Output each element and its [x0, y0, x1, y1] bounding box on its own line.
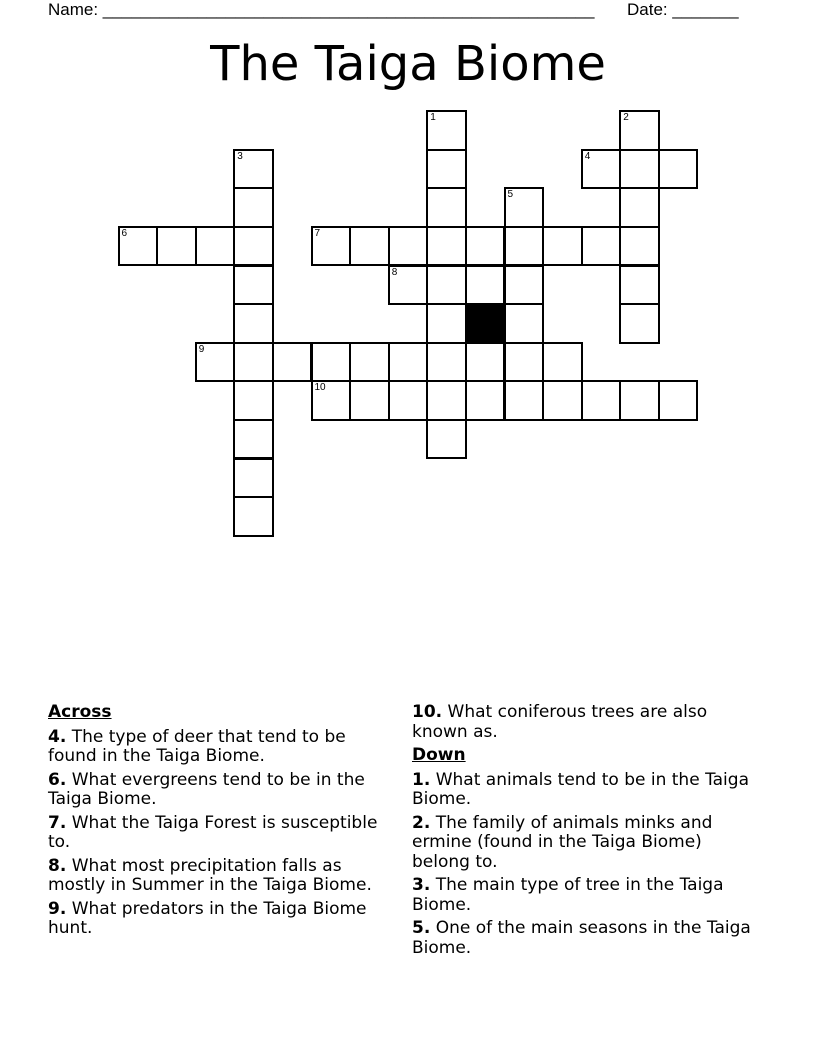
- clue-number-label: 2: [623, 112, 629, 124]
- grid-cell: [349, 380, 390, 421]
- grid-cell: [233, 496, 274, 537]
- clues-column-right: [412, 703, 757, 962]
- grid-cell: [233, 265, 274, 306]
- grid-cell: [311, 342, 352, 383]
- grid-cell: [426, 110, 467, 151]
- grid-cell: [465, 265, 506, 306]
- grid-cell: [465, 380, 506, 421]
- grid-block: [465, 303, 506, 344]
- grid-cell: [658, 149, 699, 190]
- grid-cell: [426, 149, 467, 190]
- grid-cell: [619, 303, 660, 344]
- down-clue-3: [412, 876, 757, 915]
- grid-cell: [465, 342, 506, 383]
- across-clue-8: [48, 857, 393, 896]
- grid-cell: [619, 265, 660, 306]
- clue-text: What predators in the Taiga Biome hunt.: [48, 898, 367, 938]
- grid-cell: [619, 380, 660, 421]
- grid-cell: [388, 226, 429, 267]
- clue-text: The type of deer that tend to be found in the Taiga Biome.: [48, 726, 346, 766]
- clue-number: 9.: [48, 898, 67, 919]
- date-field-label: Date: _______: [627, 0, 739, 19]
- grid-cell: [619, 110, 660, 151]
- grid-cell: [504, 342, 545, 383]
- grid-cell: [233, 149, 274, 190]
- across-clue-10: [412, 703, 757, 742]
- across-clue-7: [48, 814, 393, 853]
- clue-text: The family of animals minks and ermine (found in the Taiga Biome) belong to.: [412, 812, 713, 872]
- grid-cell: [426, 342, 467, 383]
- grid-cell: [426, 380, 467, 421]
- clue-number: 6.: [48, 769, 67, 790]
- grid-cell: [504, 187, 545, 228]
- clue-number-label: 8: [391, 266, 398, 278]
- clue-number-label: 7: [314, 227, 321, 239]
- grid-cell: [233, 419, 274, 460]
- clue-number-label: 4: [584, 150, 591, 162]
- down-heading: Down: [412, 745, 466, 765]
- grid-cell: [388, 265, 429, 306]
- clues-column-left: [48, 703, 393, 943]
- clue-number-label: 10: [314, 382, 326, 394]
- grid-cell: [233, 303, 274, 344]
- clue-text: What coniferous trees are also known as.: [412, 702, 708, 742]
- clue-number-label: 5: [507, 189, 514, 201]
- name-field-label: Name: ____________________________________________________: [48, 0, 595, 19]
- grid-cell: [426, 226, 467, 267]
- clue-text: What most precipitation falls as mostly in Summer in the Taiga Biome.: [48, 855, 372, 895]
- clue-number: 2.: [412, 812, 431, 833]
- grid-cell: [388, 380, 429, 421]
- grid-cell: [426, 265, 467, 306]
- grid-cell: [195, 226, 236, 267]
- grid-cell: [233, 342, 274, 383]
- grid-cell: [619, 187, 660, 228]
- grid-cell: [349, 342, 390, 383]
- grid-cell: [619, 226, 660, 267]
- grid-cell: [542, 342, 583, 383]
- grid-cell: [311, 226, 352, 267]
- grid-cell: [504, 303, 545, 344]
- clue-text: What evergreens tend to be in the Taiga Biome.: [48, 769, 365, 809]
- down-clue-2: [412, 814, 757, 873]
- clue-number: 8.: [48, 855, 67, 876]
- clue-number-label: 6: [121, 227, 128, 239]
- down-clue-5: [412, 919, 757, 958]
- clue-text: One of the main seasons in the Taiga Biome.: [412, 918, 751, 958]
- clue-text: The main type of tree in the Taiga Biome.: [412, 875, 724, 915]
- grid-cell: [426, 187, 467, 228]
- grid-cell: [118, 226, 159, 267]
- clue-number: 1.: [412, 769, 431, 790]
- clue-number-label: 3: [237, 150, 243, 162]
- grid-cell: [542, 226, 583, 267]
- down-clue-1: [412, 771, 757, 810]
- grid-cell: [233, 187, 274, 228]
- clue-number: 4.: [48, 726, 67, 747]
- grid-cell: [465, 226, 506, 267]
- clue-number: 7.: [48, 812, 67, 833]
- across-heading: Across: [48, 702, 112, 722]
- grid-cell: [233, 380, 274, 421]
- across-clue-6: [48, 771, 393, 810]
- grid-cell: [581, 226, 622, 267]
- clue-number-label: 9: [198, 343, 205, 355]
- clue-number: 3.: [412, 875, 431, 895]
- grid-cell: [388, 342, 429, 383]
- grid-cell: [504, 226, 545, 267]
- clue-text: What animals tend to be in the Taiga Biome.: [412, 769, 749, 809]
- grid-cell: [195, 342, 236, 383]
- grid-cell: [233, 458, 274, 499]
- grid-cell: [542, 380, 583, 421]
- grid-cell: [156, 226, 197, 267]
- grid-cell: [426, 303, 467, 344]
- clue-number-label: 1: [430, 112, 436, 124]
- grid-cell: [349, 226, 390, 267]
- clue-text: What the Taiga Forest is susceptible to.: [48, 812, 378, 852]
- grid-cell: [658, 380, 699, 421]
- grid-cell: [233, 226, 274, 267]
- clue-number: 5.: [412, 918, 431, 938]
- grid-cell: [272, 342, 313, 383]
- grid-cell: [504, 380, 545, 421]
- grid-cell: [619, 149, 660, 190]
- grid-cell: [581, 380, 622, 421]
- grid-cell: [426, 419, 467, 460]
- clue-number: 10.: [412, 702, 443, 722]
- across-clue-4: [48, 728, 393, 767]
- grid-cell: [311, 380, 352, 421]
- grid-cell: [581, 149, 622, 190]
- page-title: The Taiga Biome: [210, 36, 606, 92]
- grid-cell: [504, 265, 545, 306]
- across-clue-9: [48, 900, 393, 939]
